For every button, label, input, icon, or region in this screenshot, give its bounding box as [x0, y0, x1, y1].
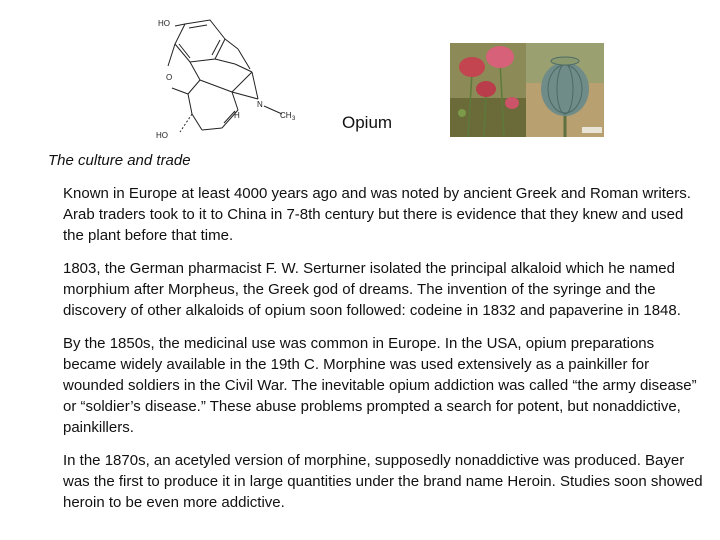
poppy-flowers-photo: [450, 43, 526, 137]
label-ho-top: HO: [158, 19, 170, 28]
morphine-structure-diagram: [140, 14, 300, 149]
slide-title: Opium: [342, 113, 393, 132]
body-text: [63, 183, 703, 525]
label-ho-bottom: HO: [156, 131, 168, 140]
paragraph-history: Known in Europe at least 4000 years ago and was noted by ancient Greek and Roman writers. Arab traders took to it to China in 7-8th century but there is evidence that they knew and used the plant before that time.: [63, 185, 691, 244]
label-methyl: CH: [280, 111, 292, 120]
label-oxygen: O: [166, 73, 173, 82]
morphine-structure-svg: [140, 14, 300, 149]
label-nitrogen: N: [257, 100, 263, 109]
label-hydrogen: H: [234, 111, 240, 120]
poppy-seed-pod-photo: [526, 43, 604, 137]
paragraph-medicinal-use: By the 1850s, the medicinal use was common in Europe. In the USA, opium preparations became widely available in the 19th C. Morphine was used extensively as a painkiller for wounded soldiers in the Civil War. The inevitable opium addiction was called “the army disease” or “soldier’s disease.” These abuse problems prompted a search for potent, but nonaddictive, painkillers.: [63, 335, 697, 436]
poppy-photos: [450, 43, 604, 137]
paragraph-morphine-isolation: 1803, the German pharmacist F. W. Serturner isolated the principal alkaloid which he named morphium after Morpheus, the Greek god of dreams. The invention of the syringe and the discovery of other alkaloids of opium soon followed: codeine in 1832 and papaverine in 1848.: [63, 260, 681, 319]
section-subtitle: The culture and trade: [48, 152, 191, 169]
label-methyl-subscript: 3: [292, 116, 296, 122]
paragraph-heroin: In the 1870s, an acetyled version of morphine, supposedly nonaddictive was produced. Bayer was the first to produce it in large quantities under the brand name Heroin. Studies soon showed heroin to be even more addictive.: [63, 452, 703, 511]
